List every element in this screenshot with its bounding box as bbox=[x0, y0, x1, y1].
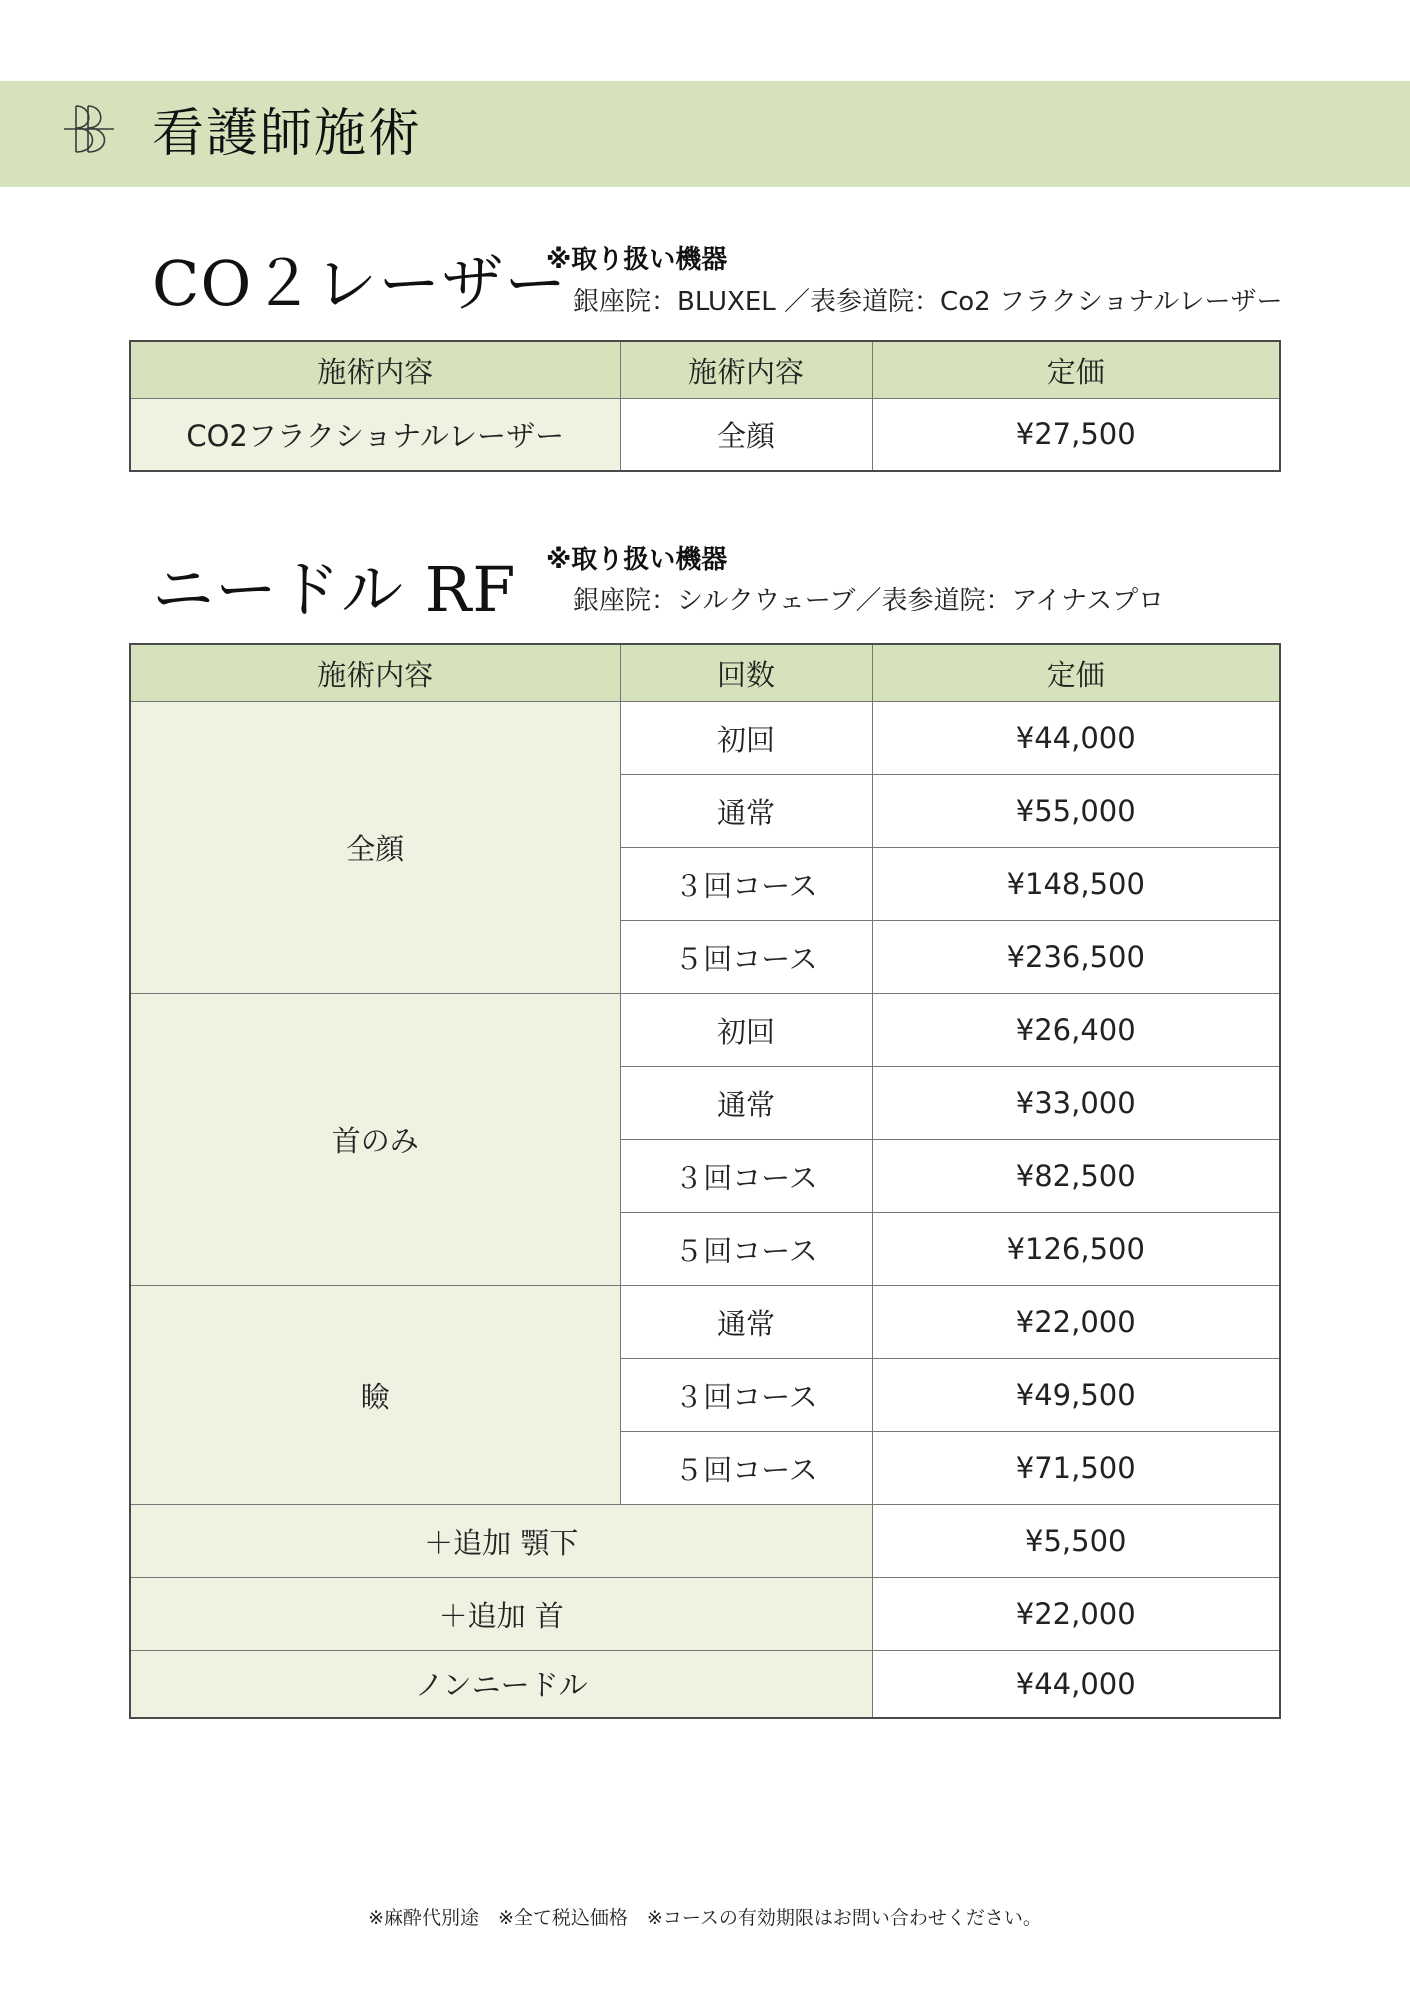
column-header: 施術内容 bbox=[620, 341, 872, 399]
table-row bbox=[130, 994, 1280, 1067]
bb-monogram-icon bbox=[58, 100, 120, 170]
table-row bbox=[130, 399, 1280, 471]
price-cell: ¥55,000 bbox=[872, 775, 1280, 848]
count-cell: ５回コース bbox=[620, 1432, 872, 1505]
count-cell: 通常 bbox=[620, 1067, 872, 1140]
column-header: 定価 bbox=[872, 644, 1280, 702]
table-row bbox=[130, 1286, 1280, 1359]
treatment-group-cell: 全顔 bbox=[130, 702, 620, 994]
column-header: 施術内容 bbox=[130, 644, 620, 702]
count-cell: 通常 bbox=[620, 1286, 872, 1359]
count-cell: 初回 bbox=[620, 702, 872, 775]
price-cell: ¥27,500 bbox=[872, 399, 1280, 471]
column-header: 施術内容 bbox=[130, 341, 620, 399]
price-cell: ¥148,500 bbox=[872, 848, 1280, 921]
table-row bbox=[130, 1505, 1280, 1578]
price-cell: ¥33,000 bbox=[872, 1067, 1280, 1140]
table-header-row bbox=[130, 341, 1280, 399]
treatment-cell: CO2フラクショナルレーザー bbox=[130, 399, 620, 471]
needle-rf-price-table bbox=[129, 643, 1281, 1719]
table-row bbox=[130, 1578, 1280, 1651]
co2-equipment-label: ※取り扱い機器 bbox=[546, 245, 728, 275]
needle-rf-section-title: ニードル RF bbox=[152, 553, 517, 626]
count-cell: ３回コース bbox=[620, 1359, 872, 1432]
count-cell: ５回コース bbox=[620, 921, 872, 994]
price-cell: ¥44,000 bbox=[872, 1651, 1280, 1718]
footer-note: ※麻酔代別途 ※全て税込価格 ※コースの有効期限はお問い合わせください。 bbox=[368, 1907, 1042, 1929]
table-row bbox=[130, 702, 1280, 775]
column-header: 回数 bbox=[620, 644, 872, 702]
price-cell: ¥126,500 bbox=[872, 1213, 1280, 1286]
count-cell: 通常 bbox=[620, 775, 872, 848]
price-cell: ¥236,500 bbox=[872, 921, 1280, 994]
extra-item-cell: ＋追加 首 bbox=[130, 1578, 872, 1651]
page-title: 看護師施術 bbox=[152, 104, 423, 164]
table-header-row bbox=[130, 644, 1280, 702]
column-header: 定価 bbox=[872, 341, 1280, 399]
co2-section-title: CO２レーザー bbox=[152, 247, 568, 320]
count-cell: ５回コース bbox=[620, 1213, 872, 1286]
price-cell: ¥22,000 bbox=[872, 1286, 1280, 1359]
treatment-group-cell: 瞼 bbox=[130, 1286, 620, 1505]
price-cell: ¥49,500 bbox=[872, 1359, 1280, 1432]
price-cell: ¥22,000 bbox=[872, 1578, 1280, 1651]
table-row bbox=[130, 1651, 1280, 1718]
price-cell: ¥5,500 bbox=[872, 1505, 1280, 1578]
price-cell: ¥26,400 bbox=[872, 994, 1280, 1067]
count-cell: 初回 bbox=[620, 994, 872, 1067]
logo bbox=[58, 100, 120, 170]
extra-item-cell: ノンニードル bbox=[130, 1651, 872, 1718]
price-cell: ¥82,500 bbox=[872, 1140, 1280, 1213]
needle-equipment-detail: 銀座院：シルクウェーブ／表参道院：アイナスプロ bbox=[573, 586, 1165, 616]
price-cell: ¥44,000 bbox=[872, 702, 1280, 775]
count-cell: ３回コース bbox=[620, 1140, 872, 1213]
area-cell: 全顔 bbox=[620, 399, 872, 471]
price-cell: ¥71,500 bbox=[872, 1432, 1280, 1505]
needle-equipment-label: ※取り扱い機器 bbox=[546, 545, 728, 575]
co2-price-table bbox=[129, 340, 1281, 472]
count-cell: ３回コース bbox=[620, 848, 872, 921]
extra-item-cell: ＋追加 顎下 bbox=[130, 1505, 872, 1578]
co2-equipment-detail: 銀座院：BLUXEL ／表参道院：Co2 フラクショナルレーザー bbox=[573, 287, 1283, 317]
treatment-group-cell: 首のみ bbox=[130, 994, 620, 1286]
